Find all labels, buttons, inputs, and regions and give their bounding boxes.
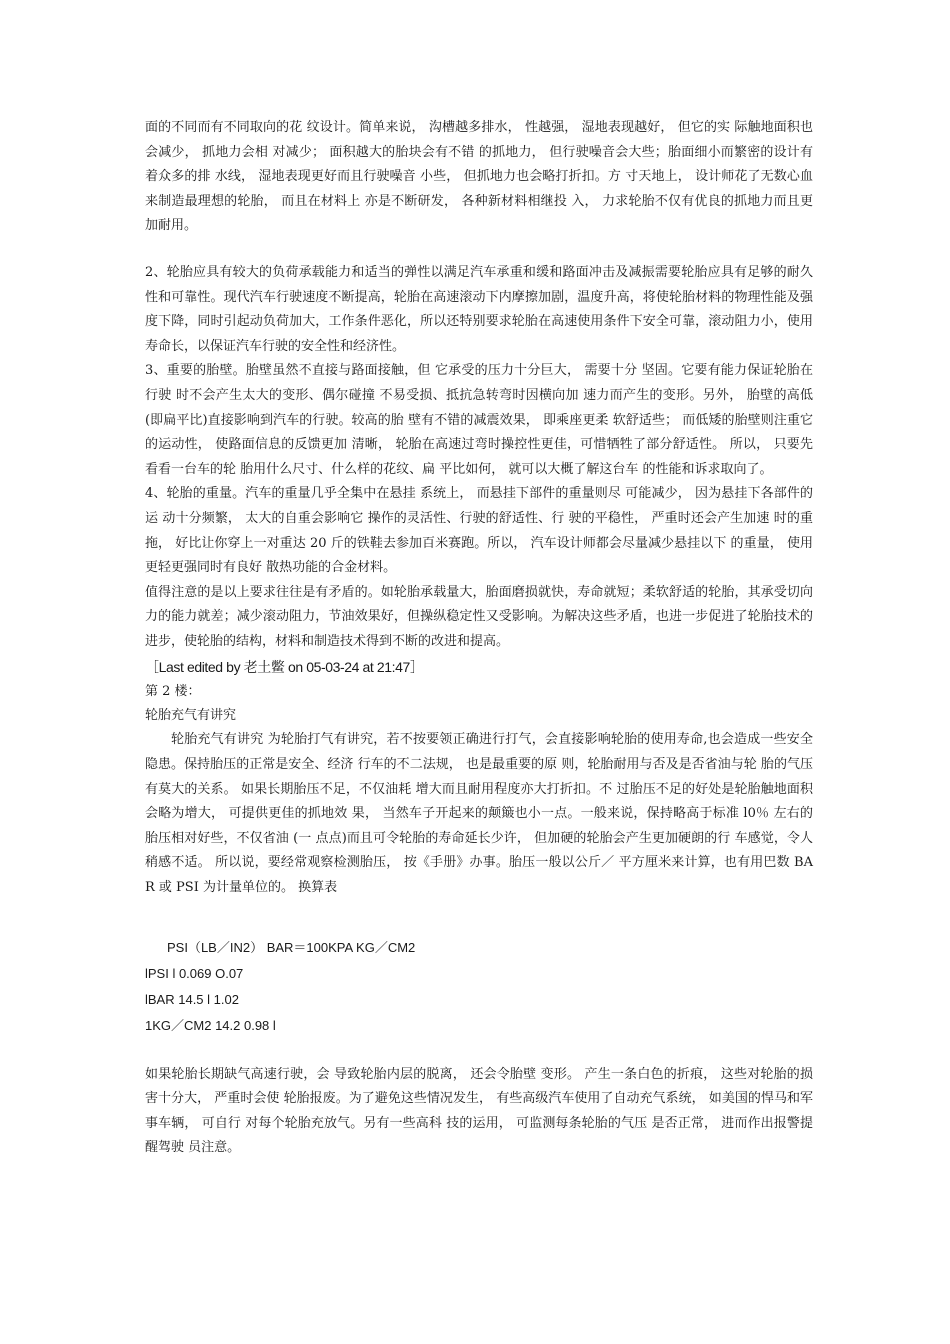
conversion-table-row: 1KG／CM2 14.2 0.98 l: [145, 1017, 276, 1033]
conversion-table-header: PSI（LB／IN2） BAR＝100KPA KG／CM2: [167, 939, 416, 955]
floor-label: 第 2 楼：: [145, 684, 201, 700]
conversion-table-row: lPSI l 0.069 O.07: [145, 965, 244, 981]
section-subtitle: 轮胎充气有讲究: [145, 708, 237, 724]
paragraph-inflation: 轮胎充气有讲究 为轮胎打气有讲究，若不按要领正确进行打气，会直接影响轮胎的使用寿命,也会造成一些安全隐患。保持胎压的正常是安全、经济 行车的不二法规， 也是最重要的原 则，轮胎耐用与否及是否省油与轮 胎的气压有莫大的关系。 如果长期胎压不足，不仅油耗 增大而且耐用程度亦大打折扣。不 过胎压不足的好处是轮胎触地面积 会略为增大， 可提供更佳的抓地效 果， 当然车子开起来的颠簸也小一点。一般来说，保持略高于标准 l0％ 左右的胎压相对好些，不仅省油 (一 点点)而且可令轮胎的寿命延长少许， 但加硬的轮胎会产生更加硬朗的行 车感觉，令人稍感不适。 所以说，要经常观察检测胎压， 按《手册》办事。胎压一般以公斤／ 平方厘米来计算，也有用巴数 BAR 或 PSI 为计量单位的。 换算表: [145, 732, 813, 896]
paragraph-conflicts: 值得注意的是以上要求往往是有矛盾的。如轮胎承载量大，胎面磨损就快，寿命就短；柔软舒适的轮胎，其承受切向力的能力就差；减少滚动阻力，节油效果好，但操纵稳定性又受影响。为解决这些矛盾，也进一步促进了轮胎技术的进步，使轮胎的结构，材料和制造技术得到不断的改进和提高。: [145, 584, 813, 649]
paragraph-load-capacity: 2、轮胎应具有较大的负荷承载能力和适当的弹性以满足汽车承重和缓和路面冲击及减振需要轮胎应具有足够的耐久性和可靠性。现代汽车行驶速度不断提高，轮胎在高速滚动下内摩擦加剧，温度升高，将使轮胎材料的物理性能及强度下降，同时引起动负荷加大，工作条件恶化，所以还特别要求轮胎在高速使用条件下安全可靠，滚动阻力小，使用寿命长，以保证汽车行驶的安全性和经济性。: [145, 264, 813, 354]
paragraph-underinflation: 如果轮胎长期缺气高速行驶，会 导致轮胎内层的脱离， 还会令胎壁 变形。 产生一条白色的折痕， 这些对轮胎的损害十分大， 严重时会使 轮胎报废。为了避免这些情况发生， 有些高级汽车使用了自动充气系统， 如美国的悍马和军事车辆， 可自行 对每个轮胎充放气。另有一些高科 技的运用， 可监测每条轮胎的气压 是否正常， 进而作出报警提醒驾驶 员注意。: [145, 1066, 813, 1156]
conversion-table: [145, 935, 813, 1039]
paragraph-tire-weight: 4、轮胎的重量。汽车的重量几乎全集中在悬挂 系统上， 而悬挂下部件的重量则尽 可能减少， 因为悬挂下各部件的运 动十分频繁， 太大的自重会影响它 操作的灵活性、行驶的舒适性、行 驶的平稳性， 严重时还会产生加速 时的重拖， 好比让你穿上一对重达 20 斤的铁鞋去参加百米赛跑。所以， 汽车设计师都会尽量减少悬挂以下 的重量， 使用更轻更强同时有良好 散热功能的合金材料。: [145, 486, 813, 576]
edit-note: ［Last edited by 老土鳖 on 05-03-24 at 21:47］: [145, 659, 424, 676]
conversion-table-row: lBAR 14.5 l 1.02: [145, 991, 239, 1007]
document-body: [145, 116, 813, 1161]
paragraph-tread-design: 面的不同而有不同取向的花 纹设计。简单来说， 沟槽越多排水， 性越强， 湿地表现越好， 但它的实 际触地面积也会减少， 抓地力会相 对减少； 面积越大的胎块会有不错 的抓地力， 但行驶噪音会大些；胎面细小而繁密的设计有着众多的排 水线， 湿地表现更好而且行驶噪音 小些， 但抓地力也会略打折扣。方 寸天地上， 设计师花了无数心血来制造最理想的轮胎， 而且在材料上 亦是不断研发， 各种新材料相继投 入， 力求轮胎不仅有优良的抓地力而且更加耐用。: [145, 120, 813, 234]
paragraph-sidewall: 3、重要的胎壁。胎壁虽然不直接与路面接触，但 它承受的压力十分巨大， 需要十分 坚固。它要有能力保证轮胎在行驶 时不会产生太大的变形、偶尔碰撞 不易受损、抵抗急转弯时因横向加 速力而产生的变形。另外， 胎壁的高低(即扁平比)直接影响到汽车的行驶。较高的胎 壁有不错的减震效果， 即乘座更柔 软舒适些； 而低矮的胎壁则注重它 的运动性， 使路面信息的反馈更加 清晰， 轮胎在高速过弯时操控性更佳，可惜牺牲了部分舒适性。 所以， 只要先看看一台车的轮 胎用什么尺寸、什么样的花纹、扁 平比如何， 就可以大概了解这台车 的性能和诉求取向了。: [145, 363, 813, 477]
